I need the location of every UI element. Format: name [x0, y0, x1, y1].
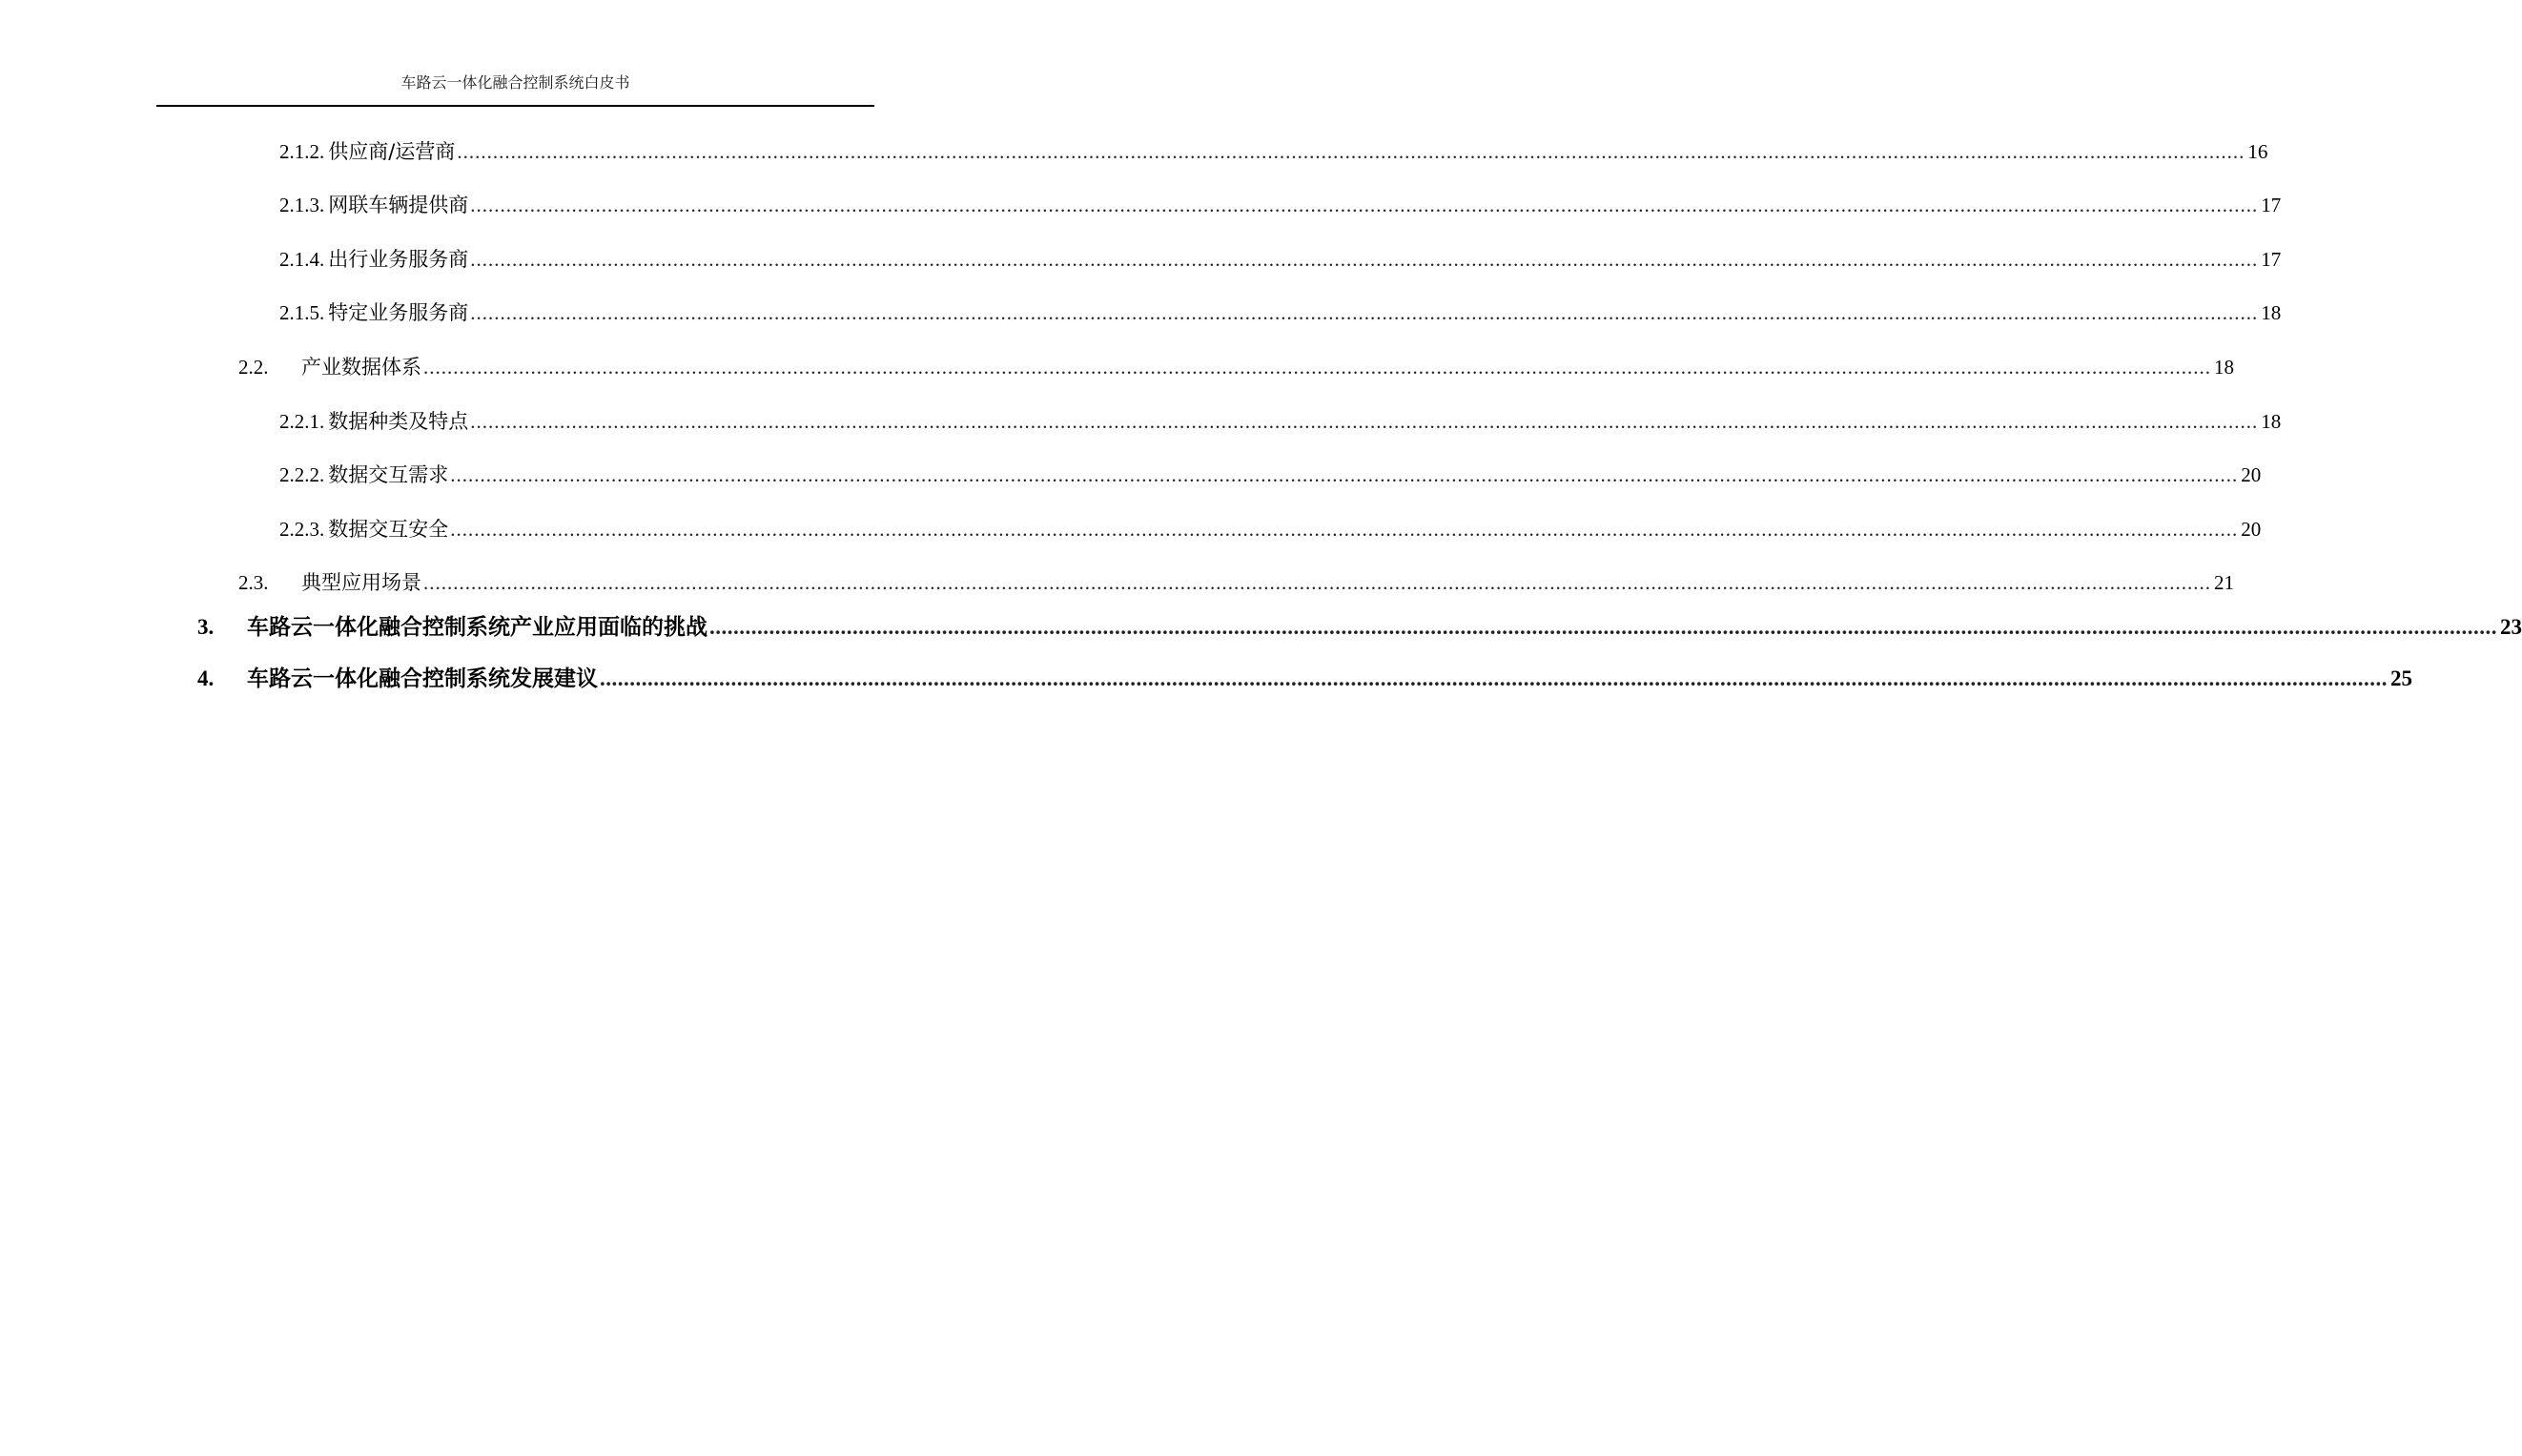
toc-dot-leader: ............................................................................................................................................................................................................................................................................................................: [450, 463, 2239, 486]
toc-dot-leader: ............................................................................................................................................................................................................................................................................................................: [470, 248, 2259, 271]
toc-entry-page: 18: [2214, 356, 2234, 379]
toc-entry[interactable]: [197, 611, 2522, 644]
toc-entry-title: 车路云一体化融合控制系统产业应用面临的挑战: [247, 615, 707, 640]
toc-entry-title: 产业数据体系: [301, 356, 421, 379]
toc-dot-leader: ............................................................................................................................................................................................................................................................................................................: [470, 194, 2259, 216]
toc-entry-number: 4.: [197, 666, 215, 690]
toc-entry[interactable]: [279, 189, 2282, 221]
toc-entry-number: 2.2.2.: [279, 463, 325, 486]
toc-entry-page: 16: [2247, 140, 2268, 163]
toc-entry-title: 数据交互安全: [328, 518, 449, 541]
toc-entry-page: 17: [2261, 248, 2282, 271]
toc-entry-title: 典型应用场景: [301, 571, 421, 594]
toc-entry-title: 出行业务服务商: [328, 248, 469, 271]
toc-entry-page: 21: [2214, 571, 2234, 594]
toc-entry[interactable]: [279, 513, 2262, 545]
toc-entry-page: 18: [2261, 301, 2282, 324]
toc-entry-number: 2.2.3.: [279, 518, 325, 541]
toc-entry-title: 网联车辆提供商: [328, 194, 469, 216]
toc-dot-leader: ............................................................................................................................................................................................................................................................................................................: [470, 410, 2259, 433]
toc-entry-number: 2.2.: [238, 356, 269, 379]
toc-entry-title: 供应商/运营商: [328, 140, 456, 163]
toc-entry[interactable]: [279, 405, 2282, 438]
toc-dot-leader: ............................................................................................................................................................................................................................................................................................................: [450, 518, 2239, 541]
toc-entry[interactable]: [279, 243, 2282, 276]
toc-dot-leader: ............................................................................................................................................................................................................................................................................................................: [470, 301, 2259, 324]
toc-entry[interactable]: [279, 297, 2282, 329]
toc-entry-number: 2.1.2.: [279, 140, 325, 163]
toc-entry-number: 2.3.: [238, 571, 269, 594]
toc-entry-page: 23: [2500, 615, 2522, 639]
header-rule: [156, 105, 874, 107]
toc-entry-title: 数据交互需求: [328, 463, 449, 486]
toc-dot-leader: ............................................................................................................................................................................................................................................................................................................: [423, 571, 2211, 594]
toc-entry-page: 25: [2390, 666, 2412, 690]
toc-entry[interactable]: [279, 459, 2262, 491]
toc-entry[interactable]: [238, 566, 2234, 599]
toc-entry-number: 2.1.5.: [279, 301, 325, 324]
toc-entry[interactable]: [238, 351, 2234, 383]
toc-dot-leader: ............................................................................................................................................................................................................................................................................................................: [423, 356, 2211, 379]
toc-entry-number: 2.1.4.: [279, 248, 325, 271]
toc-entry-page: 18: [2261, 410, 2282, 433]
toc-entry-number: 3.: [197, 615, 215, 639]
toc-entry-number: 2.2.1.: [279, 410, 325, 433]
toc-entry-page: 20: [2241, 518, 2262, 541]
running-header: 车路云一体化融合控制系统白皮书: [400, 73, 630, 92]
toc-dot-leader: ............................................................................................................................................................................................................................................................................................................: [600, 666, 2388, 690]
toc-entry-title: 特定业务服务商: [328, 301, 469, 324]
toc-entry-title: 数据种类及特点: [328, 410, 469, 433]
toc-entry-page: 17: [2261, 194, 2282, 216]
toc-entry-page: 20: [2241, 463, 2262, 486]
toc-entry[interactable]: [197, 663, 2412, 695]
toc-entry[interactable]: [279, 135, 2268, 168]
toc-dot-leader: ............................................................................................................................................................................................................................................................................................................: [709, 615, 2497, 639]
toc-dot-leader: ............................................................................................................................................................................................................................................................................................................: [457, 140, 2245, 163]
toc-entry-number: 2.1.3.: [279, 194, 325, 216]
toc-entry-title: 车路云一体化融合控制系统发展建议: [247, 666, 598, 691]
